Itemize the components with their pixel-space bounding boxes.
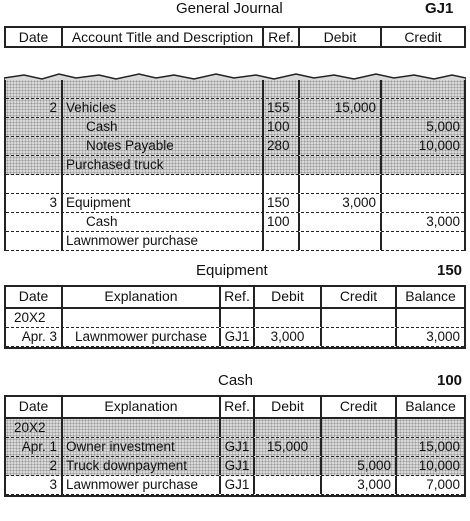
cash-row-explanation: Truck downpayment [63, 457, 221, 475]
journal-row-ref [264, 80, 300, 98]
equipment-col-date: Date [6, 287, 63, 307]
equipment-col-ref: Ref. [221, 287, 255, 307]
cash-row-explanation [63, 419, 221, 437]
journal-row-credit [382, 156, 464, 174]
journal-row-credit: 5,000 [426, 119, 460, 134]
equipment-row-ref [221, 309, 255, 327]
journal-col-ref: Ref. [264, 28, 300, 46]
equipment-row-date: 20X2 [6, 309, 63, 327]
journal-row [6, 156, 464, 175]
cash-row-ref: GJ1 [221, 457, 255, 475]
journal-code: GJ1 [425, 0, 454, 17]
journal-col-date: Date [6, 28, 63, 46]
journal-row-ref [264, 156, 300, 174]
cash-col-date: Date [6, 397, 63, 417]
journal-row [6, 118, 464, 137]
journal-row-ref: 100 [264, 213, 300, 231]
journal-row-date: 2 [6, 99, 63, 117]
cash-row [6, 438, 464, 457]
cash-row [6, 457, 464, 476]
journal-row-credit: 3,000 [426, 214, 460, 229]
cash-row-ref: GJ1 [221, 438, 255, 456]
cash-row-explanation: Lawnmower purchase [63, 476, 221, 494]
equipment-row-credit [322, 328, 397, 346]
journal-row-account: Notes Payable [63, 137, 264, 155]
journal-table [4, 80, 466, 251]
journal-row-account [63, 175, 264, 193]
cash-col-balance: Balance [405, 398, 456, 414]
cash-row-credit: 3,000 [322, 476, 397, 494]
journal-row-date [6, 232, 63, 250]
journal-row [6, 99, 464, 118]
equipment-col-debit: Debit [255, 287, 322, 307]
journal-col-debit: Debit [300, 28, 382, 46]
equipment-col-credit: Credit [322, 287, 397, 307]
journal-header [4, 26, 466, 48]
cash-row-balance: 7,000 [426, 477, 460, 492]
journal-row-credit [382, 99, 464, 117]
journal-title: General Journal [176, 0, 283, 17]
journal-row-debit [300, 232, 382, 250]
journal-row-debit [300, 118, 382, 136]
journal-row [6, 80, 464, 99]
cash-row-debit [255, 476, 322, 494]
cash-row-balance: 15,000 [418, 439, 460, 454]
equipment-row-explanation: Lawnmower purchase [63, 328, 221, 346]
cash-row-credit [322, 438, 397, 456]
journal-row-ref: 150 [264, 194, 300, 212]
cash-row [6, 419, 464, 438]
journal-row [6, 175, 464, 194]
journal-col-credit: Credit [404, 29, 442, 45]
cash-row-ref [221, 419, 255, 437]
equipment-row-explanation [63, 309, 221, 327]
journal-row-account: Cash [63, 118, 264, 136]
cash-row-debit: 15,000 [255, 438, 322, 456]
journal-row-account: Equipment [63, 194, 264, 212]
journal-row-debit [300, 80, 382, 98]
journal-row-ref: 155 [264, 99, 300, 117]
journal-row-debit [300, 213, 382, 231]
cash-col-explanation: Explanation [63, 397, 221, 417]
cash-col-ref: Ref. [221, 397, 255, 417]
journal-row-date [6, 175, 63, 193]
journal-row-ref [264, 232, 300, 250]
journal-row-ref: 100 [264, 118, 300, 136]
journal-row [6, 194, 464, 213]
cash-table [4, 419, 466, 497]
equipment-header [4, 285, 466, 309]
equipment-row-debit: 3,000 [255, 328, 322, 346]
cash-row-debit [255, 457, 322, 475]
equipment-col-explanation: Explanation [63, 287, 221, 307]
cash-title: Cash [218, 372, 254, 389]
journal-row-credit [382, 175, 464, 193]
equipment-row [6, 309, 464, 328]
journal-row-date [6, 137, 63, 155]
cash-row-credit: 5,000 [322, 457, 397, 475]
cash-row-date: 3 [6, 476, 63, 494]
equipment-code: 150 [437, 262, 463, 279]
journal-row-credit [382, 194, 464, 212]
journal-row-account: Cash [63, 213, 264, 231]
equipment-table [4, 309, 466, 349]
equipment-row-date: Apr. 3 [6, 328, 63, 346]
journal-row-account: Purchased truck [63, 156, 264, 174]
cash-row-explanation: Owner investment [63, 438, 221, 456]
journal-row-debit: 3,000 [300, 194, 382, 212]
journal-row-date [6, 80, 63, 98]
cash-row-ref: GJ1 [221, 476, 255, 494]
cash-row [6, 476, 464, 495]
cash-row-date: 2 [6, 457, 63, 475]
journal-row-date: 3 [6, 194, 63, 212]
journal-row-debit [300, 137, 382, 155]
equipment-title: Equipment [196, 262, 268, 279]
journal-row-date [6, 118, 63, 136]
journal-row-ref [264, 175, 300, 193]
journal-row [6, 232, 464, 251]
cash-row-credit [322, 419, 397, 437]
equipment-row-ref: GJ1 [221, 328, 255, 346]
journal-row-date [6, 156, 63, 174]
equipment-row [6, 328, 464, 347]
journal-row-credit [382, 80, 464, 98]
equipment-col-balance: Balance [405, 288, 456, 304]
journal-row-credit [382, 232, 464, 250]
equipment-row-balance: 3,000 [426, 329, 460, 344]
journal-row-debit [300, 156, 382, 174]
journal-row-account [63, 80, 264, 98]
cash-row-date: 20X2 [6, 419, 63, 437]
cash-row-date: Apr. 1 [6, 438, 63, 456]
cash-col-credit: Credit [322, 397, 397, 417]
journal-row-date [6, 213, 63, 231]
journal-row-debit: 15,000 [300, 99, 382, 117]
equipment-row-debit [255, 309, 322, 327]
journal-row-account: Lawnmower purchase [63, 232, 264, 250]
journal-col-account: Account Title and Description [63, 28, 264, 46]
cash-col-debit: Debit [255, 397, 322, 417]
cash-header [4, 395, 466, 419]
cash-row-balance: 10,000 [418, 458, 460, 473]
cash-row-debit [255, 419, 322, 437]
journal-row-debit [300, 175, 382, 193]
journal-row-account: Vehicles [63, 99, 264, 117]
journal-row [6, 137, 464, 156]
journal-row [6, 213, 464, 232]
journal-row-credit: 10,000 [418, 138, 460, 153]
cash-code: 100 [437, 372, 463, 389]
equipment-row-balance [397, 309, 464, 327]
equipment-row-credit [322, 309, 397, 327]
cash-row-balance [397, 419, 464, 437]
journal-row-ref: 280 [264, 137, 300, 155]
